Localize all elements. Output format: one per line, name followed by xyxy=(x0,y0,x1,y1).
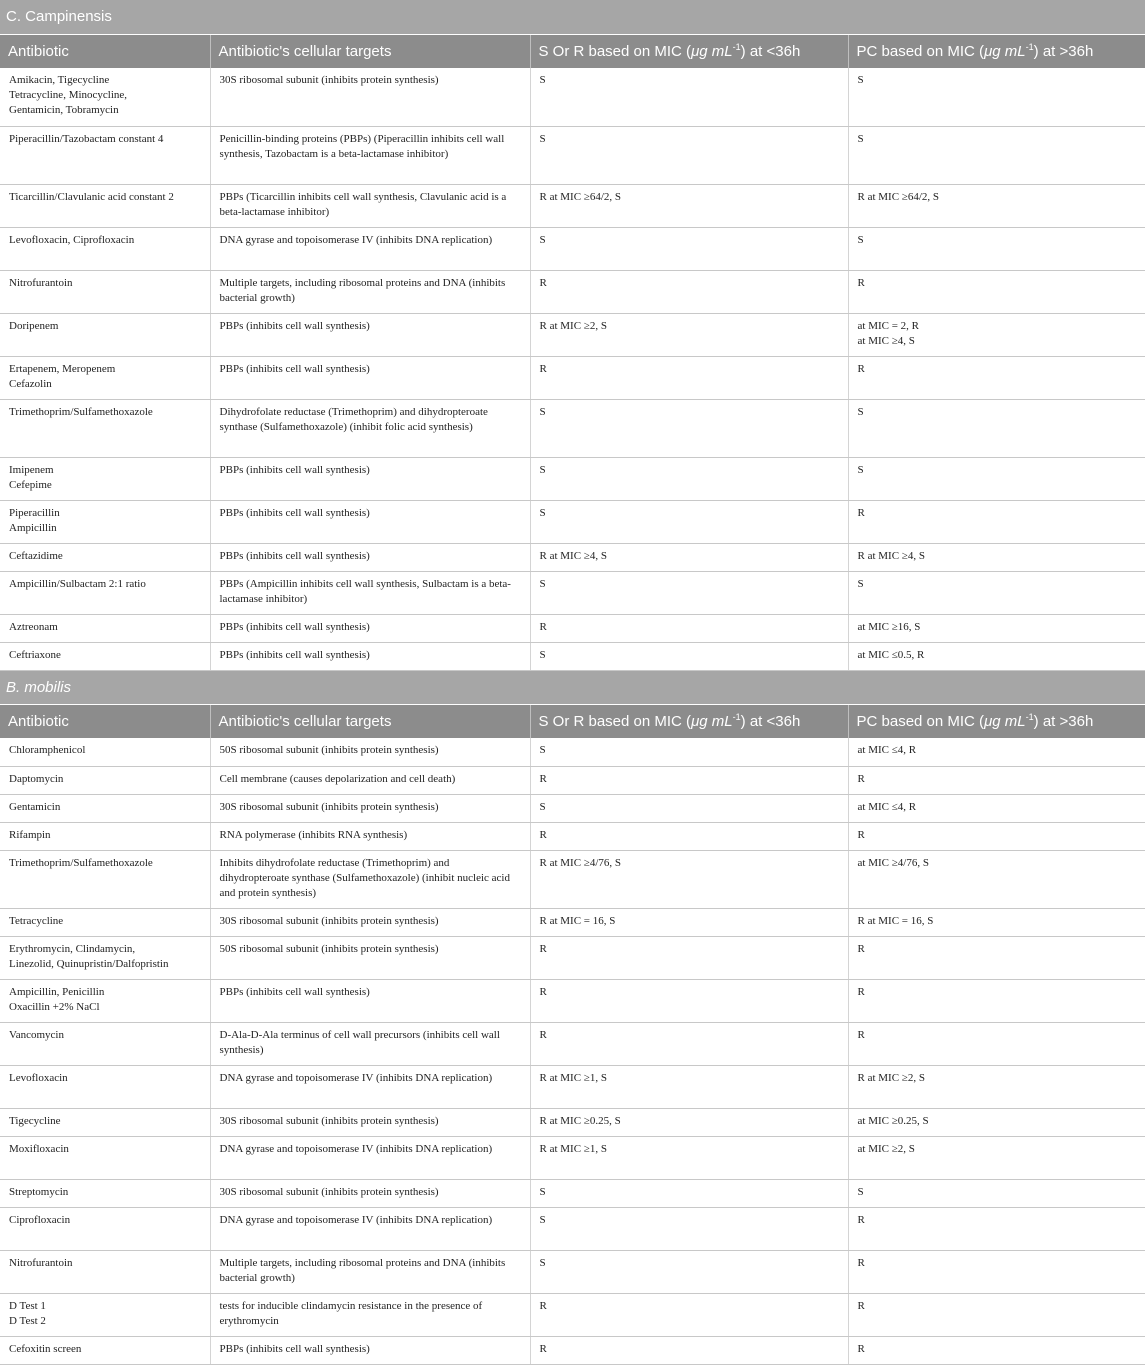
table-row xyxy=(0,822,1145,850)
table-row xyxy=(0,1250,1145,1293)
table-row xyxy=(0,126,1145,184)
column-header-row xyxy=(0,704,1145,738)
cell-sr: R xyxy=(530,822,848,850)
cell-pc: at MIC ≥2, S xyxy=(848,1136,1145,1179)
table-row xyxy=(0,543,1145,571)
table-row xyxy=(0,1022,1145,1065)
table-row xyxy=(0,313,1145,356)
cell-pc: S xyxy=(848,457,1145,500)
header-sr-suffix: ) at <36h xyxy=(740,713,801,731)
cell-antibiotic: Doripenem xyxy=(0,313,210,356)
cell-antibiotic: Aztreonam xyxy=(0,614,210,642)
header-sr-suffix: ) at <36h xyxy=(740,43,801,61)
cell-antibiotic: Trimethoprim/Sulfamethoxazole xyxy=(0,850,210,908)
cell-pc: R xyxy=(848,1250,1145,1293)
cell-target: Cell membrane (causes depolarization and cell death) xyxy=(210,766,530,794)
cell-target: 50S ribosomal subunit (inhibits protein synthesis) xyxy=(210,738,530,766)
header-pc xyxy=(848,34,1145,68)
cell-sr: S xyxy=(530,500,848,543)
cell-target: 30S ribosomal subunit (inhibits protein synthesis) xyxy=(210,794,530,822)
table-row xyxy=(0,457,1145,500)
cell-antibiotic: Tetracycline xyxy=(0,908,210,936)
section-header xyxy=(0,0,1145,34)
header-sr-prefix: S Or R based on MIC ( xyxy=(538,713,692,731)
table-row xyxy=(0,356,1145,399)
unit-superscript: -1 xyxy=(732,712,741,723)
header-unit: μg mL xyxy=(984,713,1026,731)
unit-superscript: -1 xyxy=(1025,42,1034,53)
cell-pc: S xyxy=(848,68,1145,126)
cell-sr: S xyxy=(530,227,848,270)
table-row xyxy=(0,850,1145,908)
cell-antibiotic: Ceftazidime xyxy=(0,543,210,571)
cell-pc: R at MIC ≥2, S xyxy=(848,1065,1145,1108)
cell-antibiotic: Ciprofloxacin xyxy=(0,1207,210,1250)
cell-pc: R xyxy=(848,936,1145,979)
cell-pc: R xyxy=(848,270,1145,313)
table-row xyxy=(0,1108,1145,1136)
cell-target: PBPs (inhibits cell wall synthesis) xyxy=(210,500,530,543)
table-row xyxy=(0,184,1145,227)
cell-antibiotic: Imipenem Cefepime xyxy=(0,457,210,500)
cell-antibiotic: Daptomycin xyxy=(0,766,210,794)
table-row xyxy=(0,738,1145,766)
cell-sr: R at MIC ≥4, S xyxy=(530,543,848,571)
cell-sr: R at MIC ≥1, S xyxy=(530,1136,848,1179)
cell-antibiotic: Gentamicin xyxy=(0,794,210,822)
header-targets xyxy=(210,704,530,738)
header-pc-prefix: PC based on MIC ( xyxy=(856,713,985,731)
section-title: C. Campinensis xyxy=(0,0,1145,34)
cell-pc: R xyxy=(848,822,1145,850)
header-s-or-r xyxy=(530,34,848,68)
table-row xyxy=(0,642,1145,670)
table-row xyxy=(0,1136,1145,1179)
cell-antibiotic: Vancomycin xyxy=(0,1022,210,1065)
cell-target: DNA gyrase and topoisomerase IV (inhibits DNA replication) xyxy=(210,1065,530,1108)
header-antibiotic xyxy=(0,34,210,68)
cell-pc: S xyxy=(848,571,1145,614)
cell-target: 30S ribosomal subunit (inhibits protein synthesis) xyxy=(210,1108,530,1136)
cell-target: PBPs (Ticarcillin inhibits cell wall synthesis, Clavulanic acid is a beta-lactamase inhibitor) xyxy=(210,184,530,227)
header-antibiotic-label: Antibiotic xyxy=(8,42,69,60)
cell-target: tests for inducible clindamycin resistance in the presence of erythromycin xyxy=(210,1293,530,1336)
cell-pc: at MIC ≥4/76, S xyxy=(848,850,1145,908)
cell-target: PBPs (inhibits cell wall synthesis) xyxy=(210,356,530,399)
cell-sr: R xyxy=(530,979,848,1022)
cell-target: Multiple targets, including ribosomal proteins and DNA (inhibits bacterial growth) xyxy=(210,1250,530,1293)
cell-pc: R at MIC ≥4, S xyxy=(848,543,1145,571)
cell-sr: R xyxy=(530,614,848,642)
cell-target: 30S ribosomal subunit (inhibits protein synthesis) xyxy=(210,68,530,126)
cell-sr: S xyxy=(530,1207,848,1250)
cell-target: PBPs (inhibits cell wall synthesis) xyxy=(210,614,530,642)
cell-pc: R xyxy=(848,766,1145,794)
cell-sr: R xyxy=(530,766,848,794)
cell-pc: R at MIC = 16, S xyxy=(848,908,1145,936)
unit-superscript: -1 xyxy=(1025,712,1034,723)
cell-target: D-Ala-D-Ala terminus of cell wall precursors (inhibits cell wall synthesis) xyxy=(210,1022,530,1065)
cell-pc: R xyxy=(848,1207,1145,1250)
table-row xyxy=(0,614,1145,642)
cell-pc: R at MIC ≥64/2, S xyxy=(848,184,1145,227)
cell-sr: S xyxy=(530,1179,848,1207)
table-row xyxy=(0,908,1145,936)
header-unit: μg mL xyxy=(691,43,733,61)
table-row xyxy=(0,1207,1145,1250)
cell-sr: R xyxy=(530,936,848,979)
cell-pc: at MIC ≤4, R xyxy=(848,794,1145,822)
cell-antibiotic: Nitrofurantoin xyxy=(0,270,210,313)
cell-target: PBPs (inhibits cell wall synthesis) xyxy=(210,543,530,571)
cell-antibiotic: Ampicillin, Penicillin Oxacillin +2% NaCl xyxy=(0,979,210,1022)
cell-target: RNA polymerase (inhibits RNA synthesis) xyxy=(210,822,530,850)
table-row xyxy=(0,1293,1145,1336)
cell-sr: R xyxy=(530,356,848,399)
header-s-or-r xyxy=(530,704,848,738)
cell-sr: R at MIC ≥1, S xyxy=(530,1065,848,1108)
cell-pc: at MIC ≤0.5, R xyxy=(848,642,1145,670)
header-pc xyxy=(848,704,1145,738)
table-row xyxy=(0,766,1145,794)
table-row xyxy=(0,979,1145,1022)
cell-antibiotic: Ticarcillin/Clavulanic acid constant 2 xyxy=(0,184,210,227)
cell-target: DNA gyrase and topoisomerase IV (inhibits DNA replication) xyxy=(210,1207,530,1250)
header-unit: μg mL xyxy=(691,713,733,731)
cell-sr: R xyxy=(530,1293,848,1336)
header-sr-prefix: S Or R based on MIC ( xyxy=(538,43,692,61)
cell-target: Multiple targets, including ribosomal proteins and DNA (inhibits bacterial growth) xyxy=(210,270,530,313)
table-row xyxy=(0,227,1145,270)
cell-target: PBPs (inhibits cell wall synthesis) xyxy=(210,1336,530,1364)
cell-pc: R xyxy=(848,500,1145,543)
cell-sr: R at MIC ≥4/76, S xyxy=(530,850,848,908)
cell-pc: R xyxy=(848,1022,1145,1065)
header-targets-label: Antibiotic's cellular targets xyxy=(218,42,392,60)
cell-target: Penicillin-binding proteins (PBPs) (Piperacillin inhibits cell wall synthesis, Tazobactam is a beta-lactamase inhibitor) xyxy=(210,126,530,184)
cell-sr: S xyxy=(530,399,848,457)
cell-pc: at MIC ≥16, S xyxy=(848,614,1145,642)
table-row xyxy=(0,270,1145,313)
table-row xyxy=(0,399,1145,457)
table-row xyxy=(0,936,1145,979)
table-row xyxy=(0,1179,1145,1207)
cell-target: PBPs (inhibits cell wall synthesis) xyxy=(210,457,530,500)
table-row xyxy=(0,1065,1145,1108)
header-unit: μg mL xyxy=(984,43,1026,61)
cell-antibiotic: Amikacin, Tigecycline Tetracycline, Minocycline, Gentamicin, Tobramycin xyxy=(0,68,210,126)
cell-target: 30S ribosomal subunit (inhibits protein synthesis) xyxy=(210,1179,530,1207)
cell-target: PBPs (inhibits cell wall synthesis) xyxy=(210,642,530,670)
cell-sr: S xyxy=(530,126,848,184)
unit-superscript: -1 xyxy=(732,42,741,53)
cell-antibiotic: Moxifloxacin xyxy=(0,1136,210,1179)
table-row xyxy=(0,68,1145,126)
section-header xyxy=(0,670,1145,704)
cell-pc: R xyxy=(848,1293,1145,1336)
table-row xyxy=(0,794,1145,822)
header-pc-suffix: ) at >36h xyxy=(1033,713,1094,731)
cell-target: PBPs (inhibits cell wall synthesis) xyxy=(210,313,530,356)
cell-pc: at MIC ≥0.25, S xyxy=(848,1108,1145,1136)
cell-antibiotic: Trimethoprim/Sulfamethoxazole xyxy=(0,399,210,457)
cell-sr: S xyxy=(530,642,848,670)
cell-target: DNA gyrase and topoisomerase IV (inhibits DNA replication) xyxy=(210,1136,530,1179)
cell-target: 50S ribosomal subunit (inhibits protein synthesis) xyxy=(210,936,530,979)
cell-target: Inhibits dihydrofolate reductase (Trimethoprim) and dihydropteroate synthase (Sulfamethoxazole) (inhibit nucleic acid and protein synthesis) xyxy=(210,850,530,908)
cell-antibiotic: Levofloxacin xyxy=(0,1065,210,1108)
cell-pc: S xyxy=(848,227,1145,270)
header-pc-suffix: ) at >36h xyxy=(1033,43,1094,61)
cell-target: 30S ribosomal subunit (inhibits protein synthesis) xyxy=(210,908,530,936)
cell-antibiotic: Chloramphenicol xyxy=(0,738,210,766)
cell-pc: R xyxy=(848,356,1145,399)
cell-antibiotic: Levofloxacin, Ciprofloxacin xyxy=(0,227,210,270)
cell-sr: S xyxy=(530,457,848,500)
cell-sr: S xyxy=(530,68,848,126)
header-pc-prefix: PC based on MIC ( xyxy=(856,43,985,61)
cell-target: PBPs (inhibits cell wall synthesis) xyxy=(210,979,530,1022)
cell-sr: R at MIC = 16, S xyxy=(530,908,848,936)
cell-antibiotic: Streptomycin xyxy=(0,1179,210,1207)
cell-sr: S xyxy=(530,738,848,766)
cell-antibiotic: Erythromycin, Clindamycin, Linezolid, Quinupristin/Dalfopristin xyxy=(0,936,210,979)
header-antibiotic-label: Antibiotic xyxy=(8,712,69,730)
table-row xyxy=(0,1336,1145,1364)
cell-sr: R xyxy=(530,270,848,313)
cell-antibiotic: Rifampin xyxy=(0,822,210,850)
cell-antibiotic: Ampicillin/Sulbactam 2:1 ratio xyxy=(0,571,210,614)
cell-antibiotic: Piperacillin Ampicillin xyxy=(0,500,210,543)
section-title: B. mobilis xyxy=(0,670,1145,704)
cell-antibiotic: Nitrofurantoin xyxy=(0,1250,210,1293)
cell-pc: R xyxy=(848,979,1145,1022)
cell-antibiotic: Ertapenem, Meropenem Cefazolin xyxy=(0,356,210,399)
cell-sr: S xyxy=(530,571,848,614)
cell-sr: R xyxy=(530,1336,848,1364)
cell-pc: at MIC ≤4, R xyxy=(848,738,1145,766)
cell-pc: at MIC = 2, R at MIC ≥4, S xyxy=(848,313,1145,356)
cell-pc: S xyxy=(848,399,1145,457)
table-row xyxy=(0,571,1145,614)
cell-sr: S xyxy=(530,794,848,822)
header-targets-label: Antibiotic's cellular targets xyxy=(218,712,392,730)
cell-pc: S xyxy=(848,126,1145,184)
cell-sr: R xyxy=(530,1022,848,1065)
cell-target: Dihydrofolate reductase (Trimethoprim) and dihydropteroate synthase (Sulfamethoxazole) (inhibit folic acid synthesis) xyxy=(210,399,530,457)
cell-sr: S xyxy=(530,1250,848,1293)
cell-antibiotic: Piperacillin/Tazobactam constant 4 xyxy=(0,126,210,184)
cell-antibiotic: Ceftriaxone xyxy=(0,642,210,670)
cell-sr: R at MIC ≥64/2, S xyxy=(530,184,848,227)
header-targets xyxy=(210,34,530,68)
cell-antibiotic: Tigecycline xyxy=(0,1108,210,1136)
cell-sr: R at MIC ≥2, S xyxy=(530,313,848,356)
cell-target: DNA gyrase and topoisomerase IV (inhibits DNA replication) xyxy=(210,227,530,270)
cell-pc: R xyxy=(848,1336,1145,1364)
table-row xyxy=(0,500,1145,543)
cell-pc: S xyxy=(848,1179,1145,1207)
cell-antibiotic: D Test 1 D Test 2 xyxy=(0,1293,210,1336)
column-header-row xyxy=(0,34,1145,68)
cell-antibiotic: Cefoxitin screen xyxy=(0,1336,210,1364)
cell-sr: R at MIC ≥0.25, S xyxy=(530,1108,848,1136)
cell-target: PBPs (Ampicillin inhibits cell wall synthesis, Sulbactam is a beta-lactamase inhibitor) xyxy=(210,571,530,614)
header-antibiotic xyxy=(0,704,210,738)
